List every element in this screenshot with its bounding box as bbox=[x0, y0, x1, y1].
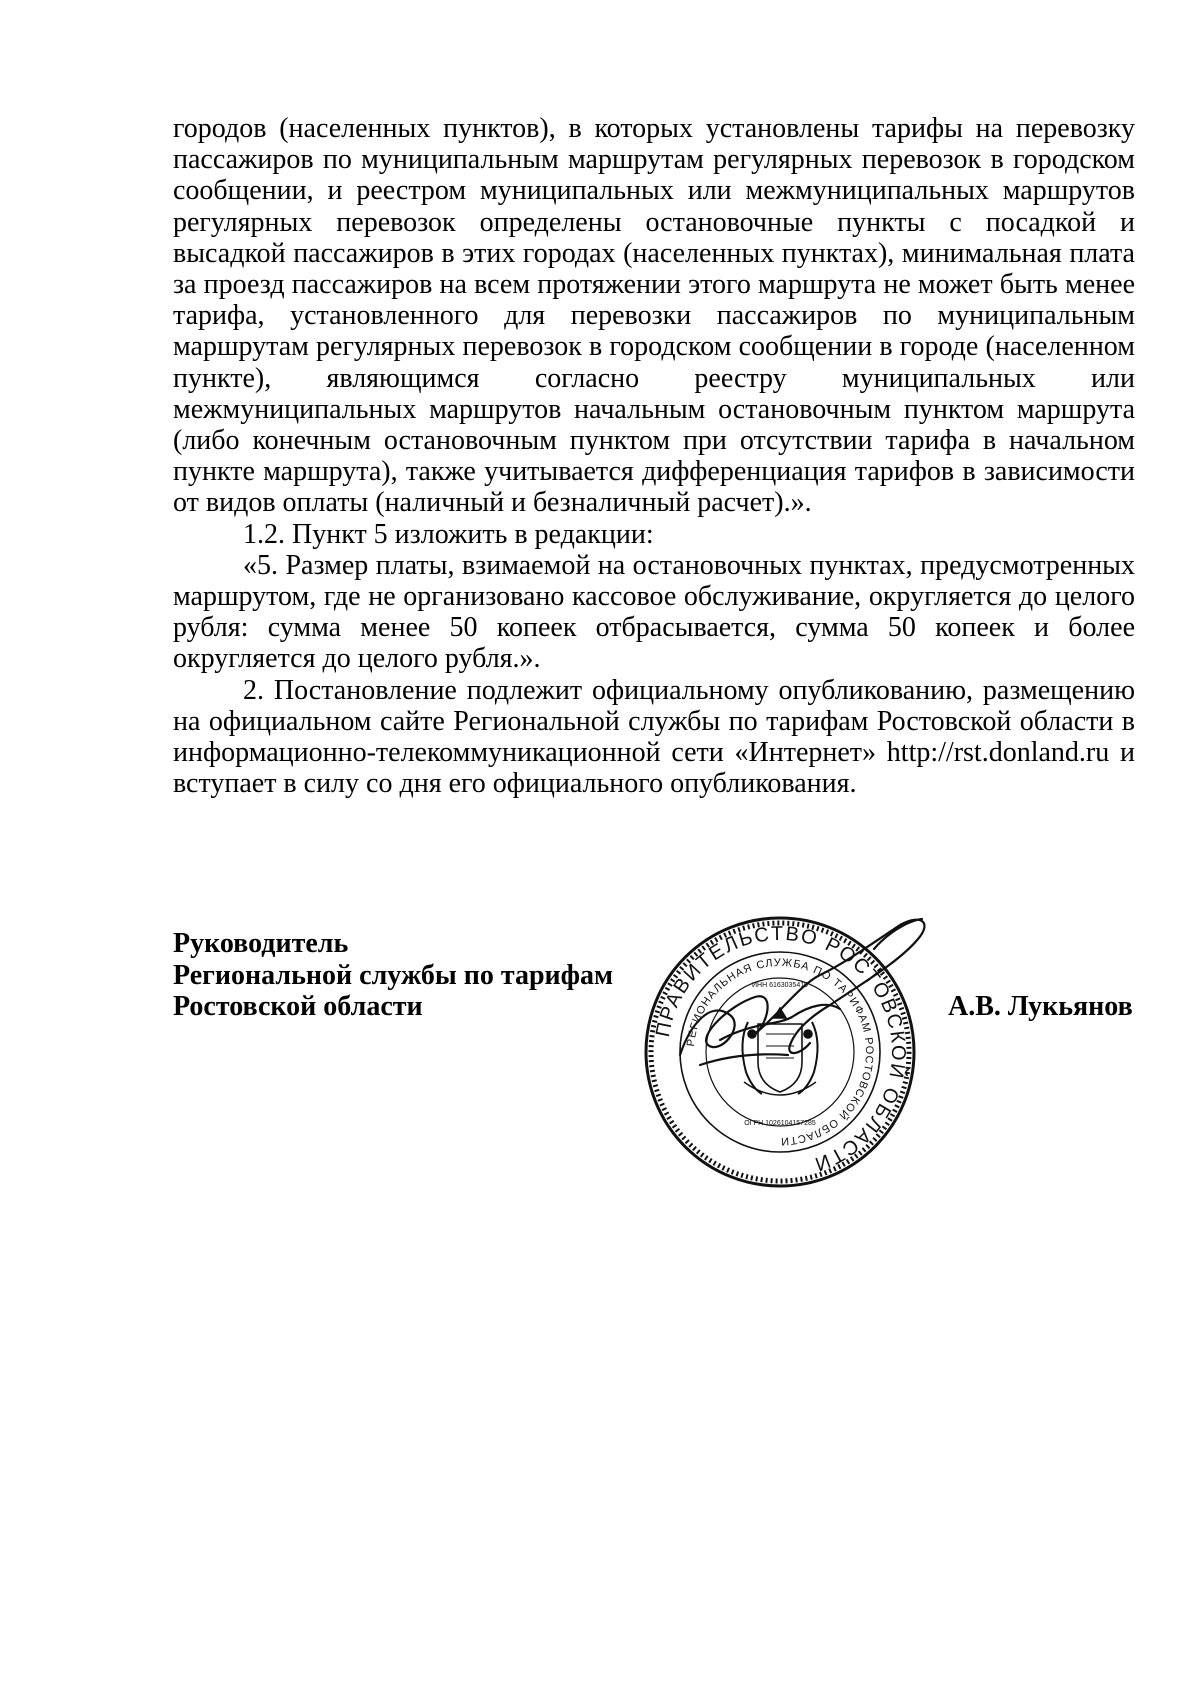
paragraph-item-2: 2. Постановление подлежит официальному опубликованию, размещению на официальном сайте Региональной службы по тарифам Ростовской области в информационно-телекоммуникационной сети «Интернет» http://rst.donland.ru и вступает в силу со дня его официального опубликования. bbox=[173, 674, 1135, 800]
seal-outer-text: ПРАВИТЕЛЬСТВО РОСТОВСКОЙ ОБЛАСТИ bbox=[651, 922, 910, 1176]
paragraph-item-1-2: 1.2. Пункт 5 изложить в редакции: bbox=[243, 518, 654, 550]
signatory-position-line1: Руководитель bbox=[173, 928, 349, 959]
signatory-position bbox=[173, 928, 673, 1023]
signatory-position-line2: Региональной службы по тарифам bbox=[173, 959, 614, 991]
seal-inn: ИНН 6163035410 bbox=[751, 982, 809, 989]
signatory-position-line3: Ростовской области bbox=[173, 991, 423, 1022]
seal-ogrn: ОГРН 1026104157285 bbox=[744, 1120, 816, 1127]
signatory-name: А.В. Лукьянов bbox=[948, 991, 1133, 1022]
document-body bbox=[173, 113, 1135, 799]
handwritten-signature bbox=[660, 905, 940, 1125]
paragraph-continuation: городов (населенных пунктов), в которых установлены тарифы на перевозку пассажиров по муниципальным маршрутам регулярных перевозок в городском сообщении, и реестром муниципальных или межмуниципальных маршрутов регулярных перевозок определены остановочные пункты с посадкой и высадкой пассажиров в этих городах (населенных пунктах), минимальная плата за проезд пассажиров на всем протяжении этого маршрута не может быть менее тарифа, установленного для перевозки пассажиров по муниципальным маршрутам регулярных перевозок в городском сообщении в городе (населенном пункте), являющимся согласно реестру муниципальных или межмуниципальных маршрутов начальным остановочным пунктом маршрута (либо конечным остановочным пунктом при отсутствии тарифа в начальном пункте маршрута), также учитывается дифференциация тарифов в зависимости от видов оплаты (наличный и безналичный расчет).». bbox=[173, 113, 1135, 519]
paragraph-item-5: «5. Размер платы, взимаемой на остановочных пунктах, предусмотренных маршрутом, где не организовано кассовое обслуживание, округляется до целого рубля: сумма менее 50 копеек отбрасывается, сумма 50 копеек и более округляется до целого рубля.». bbox=[173, 549, 1135, 675]
seal-inner-text: РЕГИОНАЛЬНАЯ СЛУЖБА ПО ТАРИФАМ РОСТОВСКОЙ ОБЛАСТИ bbox=[685, 956, 876, 1148]
